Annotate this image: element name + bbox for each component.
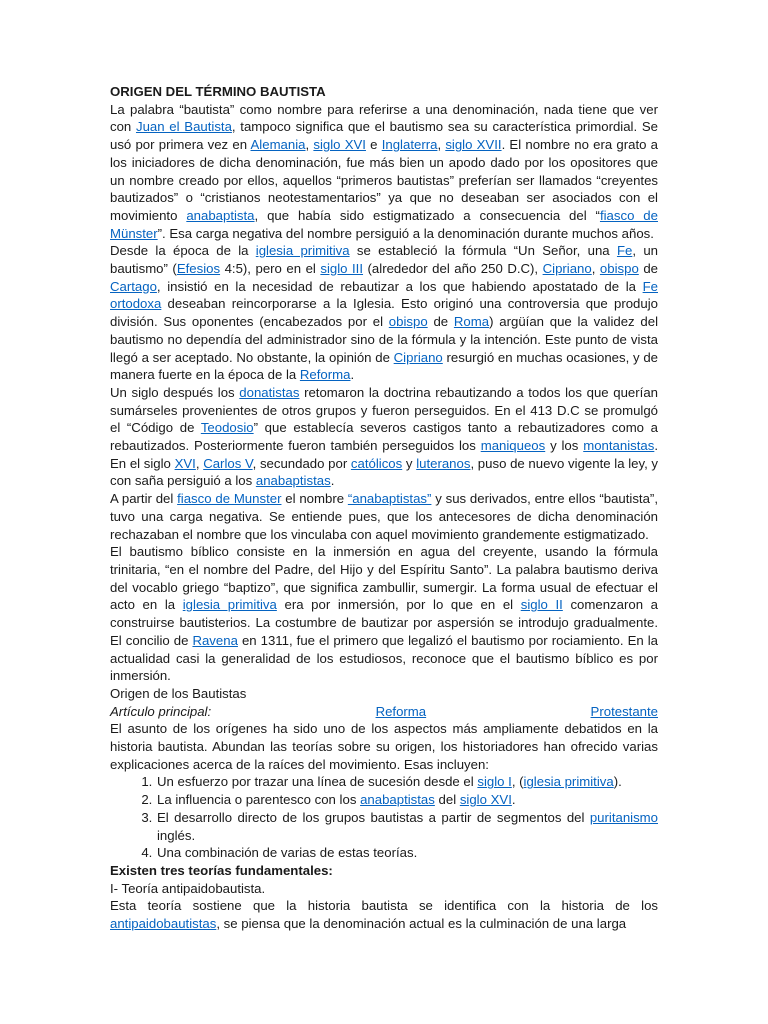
document-title: ORIGEN DEL TÉRMINO BAUTISTA [110, 84, 326, 99]
hyperlink[interactable]: Efesios [176, 261, 221, 277]
text-run: ” que establecía severos castigos tanto a rebautizadores como a rebautizados. Posteriormente fueron también perseguidos los [110, 420, 658, 454]
document-page [110, 83, 658, 933]
text-run: , [305, 137, 314, 153]
text-run: ”. Esa carga negativa del nombre persiguió a la denominación durante muchos años. [157, 225, 654, 241]
hyperlink[interactable]: montanistas [583, 438, 655, 454]
text-run: , puso de nuevo vigente la ley, y con saña persiguió a los [110, 455, 659, 489]
text-run: deseaban reincorporarse a la Iglesia. Esto originó una controversia que produjo división. Sus oponentes (encabezados por el [110, 296, 658, 330]
hyperlink[interactable]: Juan el Bautista [135, 119, 232, 135]
text-run: El asunto de los orígenes ha sido uno de los aspectos más ampliamente debatidos en la historia bautista. Abundan las teorías sobre su origen, los historiadores han ofrecido varias explicaciones acerca de la raíces del movimiento. Esas incluyen: [110, 721, 658, 772]
text-run: era por inmersión, por lo que en el [276, 597, 521, 613]
text-run: el nombre [281, 491, 348, 507]
list-item [156, 773, 658, 791]
hyperlink[interactable]: donatistas [239, 384, 300, 400]
text-run: Desde la época de la [110, 243, 256, 259]
text-run: comenzaron a construirse bautisterios. La costumbre de bautizar por aspersión se introdujo gradualmente. El concilio de [110, 597, 658, 648]
theory-heading: I- Teoría antipaidobautista. [110, 880, 266, 896]
hyperlink[interactable]: Cipriano [393, 349, 443, 365]
hyperlink[interactable]: siglo XVI [459, 792, 512, 808]
hyperlink[interactable]: siglo III [320, 261, 364, 277]
hyperlink[interactable]: católicos [350, 455, 403, 471]
text-run: retomaron la doctrina rebautizando a todos los que querían sumárseles provenientes de otros grupos y fueron perseguidos. En el 413 D.C se promulgó el “Código de [110, 384, 658, 436]
text-run: A partir del [110, 491, 178, 507]
hyperlink[interactable]: Carlos V [203, 455, 253, 471]
text-run: y sus derivados, entre ellos “bautista”, tuvo una carga negativa. Se entiende pues, que los antecesores de dicha denominación rechazaban el nombre que los vinculaba con aquel movimiento grandemente estigmatizado. [110, 491, 658, 542]
text-run: Esta teoría sostiene que la historia bautista se identifica con la historia de los [110, 898, 658, 914]
hyperlink[interactable]: siglo II [520, 597, 563, 613]
text-run: e [365, 137, 382, 153]
hyperlink[interactable]: siglo XVII [445, 137, 502, 153]
hyperlink[interactable]: Roma [453, 314, 490, 330]
text-run: , un bautismo” ( [110, 243, 658, 277]
hyperlink[interactable]: siglo I [477, 774, 512, 790]
theories-list [110, 773, 658, 862]
text-run: Una combinación de varias de estas teorías. [157, 845, 418, 861]
hyperlink[interactable]: maniqueos [480, 438, 546, 454]
hyperlink[interactable]: Ravena [192, 632, 238, 648]
text-run: inglés. [157, 827, 196, 843]
text-run: , [437, 137, 446, 153]
text-run: , [195, 455, 204, 471]
text-run: ). [613, 774, 622, 790]
hyperlink[interactable]: iglesia primitiva [255, 243, 350, 259]
text-run: La influencia o parentesco con los [157, 792, 361, 808]
list-item [156, 844, 658, 862]
hyperlink[interactable]: Fe [616, 243, 633, 259]
hyperlink[interactable]: fiasco de Münster [110, 207, 658, 241]
hyperlink[interactable]: Teodosio [200, 420, 254, 436]
paragraph [110, 543, 658, 685]
text-run: resurgió en muchas ocasiones, y de manera fuerte en la época de la [110, 349, 658, 383]
hyperlink[interactable]: Cartago [110, 278, 157, 294]
last-paragraph [110, 897, 658, 932]
text-run: y [402, 455, 417, 471]
hyperlink[interactable]: obispo [388, 314, 428, 330]
text-run: en 1311, fue el primero que legalizó el bautismo por rociamiento. En la actualidad casi la generalidad de los estudiosos, reconoce que el bautismo bíblico es por inmersión. [110, 632, 658, 684]
section-subheading: Origen de los Bautistas [110, 685, 247, 701]
hyperlink[interactable]: siglo XVI [313, 137, 366, 153]
list-item [156, 791, 658, 809]
text-run: . [511, 792, 516, 808]
hyperlink[interactable]: Alemania [250, 137, 306, 153]
hyperlink[interactable]: Inglaterra [381, 137, 438, 153]
text-run: Un siglo después los [110, 384, 240, 400]
hyperlink[interactable]: luteranos [416, 455, 471, 471]
text-run: El desarrollo directo de los grupos bautistas a partir de segmentos del [157, 809, 590, 825]
intro-paragraph [110, 720, 658, 773]
paragraph [110, 384, 658, 490]
body-paragraphs [110, 101, 658, 685]
hyperlink[interactable]: iglesia primitiva [182, 597, 277, 613]
hyperlink[interactable]: XVI [174, 455, 196, 471]
main-article-label: Artículo principal: [110, 703, 212, 719]
text-run: . [350, 367, 355, 383]
text-run: El bautismo bíblico consiste en la inmersión en agua del creyente, usando la fórmula trinitaria, “en el nombre del Padre, del Hijo y del Espíritu Santo”. La palabra bautismo deriva del vocablo griego “baptizo”, que significa zambullir, sumergir. La forma usual de efectuar el acto en la [110, 544, 658, 613]
paragraph [110, 490, 658, 543]
paragraph [110, 101, 658, 243]
text-run: . [330, 473, 335, 489]
hyperlink[interactable]: puritanismo [589, 809, 658, 825]
hyperlink[interactable]: anabaptista [186, 207, 255, 223]
text-run: ) argüían que la validez del bautismo no dependía del administrador sino de la fórmula y la intención. Este punto de vista llegó a ser aceptado. No obstante, la opinión de [110, 314, 659, 365]
bold-heading: Existen tres teorías fundamentales: [110, 862, 333, 878]
main-article-link-protestante[interactable]: Protestante [590, 703, 658, 719]
text-run: de [427, 314, 454, 330]
text-run: Un esfuerzo por trazar una línea de sucesión desde el [157, 774, 478, 790]
text-run: . En el siglo [110, 438, 658, 471]
hyperlink[interactable]: anabaptistas [360, 792, 435, 808]
hyperlink[interactable]: antipaidobautistas [110, 916, 217, 932]
text-run: , se piensa que la denominación actual es la culminación de una larga [216, 916, 627, 932]
hyperlink[interactable]: Fe [642, 278, 658, 294]
text-run: La palabra “bautista” como nombre para referirse a una denominación, nada tiene que ver con [110, 101, 658, 135]
hyperlink[interactable]: Cipriano [542, 261, 592, 277]
text-run: . El nombre no era grato a los iniciadores de dicha denominación, fue más bien un apodo dado por los opositores que un nombre creado por ellos, aquellos “primeros bautistas” preferían ser llamados “creyentes bautizados” o “cristianos neotestamentarios” ya que no deseaban ser asociados con el movimiento [110, 137, 659, 223]
hyperlink[interactable]: “anabaptistas” [347, 491, 432, 507]
text-run: , [591, 261, 600, 277]
text-run: se estableció la fórmula “Un Señor, una [349, 243, 617, 259]
text-run: y los [545, 438, 584, 454]
paragraph [110, 242, 658, 384]
hyperlink[interactable]: fiasco de Munster [177, 491, 282, 507]
list-item [156, 809, 658, 844]
hyperlink[interactable]: anabaptistas [255, 473, 331, 489]
text-run: (alrededor del año 250 D.C), [363, 261, 543, 277]
text-run: , ( [511, 774, 524, 790]
text-run: del [434, 792, 460, 808]
hyperlink[interactable]: obispo [599, 261, 639, 277]
text-run: de [638, 261, 658, 277]
text-run: , insistió en la necesidad de rebautizar a los que habiendo apostatado de la [156, 278, 643, 294]
text-run: , secundado por [252, 455, 351, 471]
hyperlink[interactable]: iglesia primitiva [523, 774, 614, 790]
text-run: , tampoco significa que el bautismo sea su característica primordial. Se usó por primera vez en [110, 119, 658, 153]
text-run: , que había sido estigmatizado a consecuencia del “ [254, 207, 600, 223]
main-article-line [110, 703, 658, 721]
main-article-link-reforma[interactable]: Reforma [375, 703, 427, 719]
hyperlink[interactable]: Reforma [299, 367, 351, 383]
text-run: 4:5), pero en el [220, 261, 321, 277]
hyperlink[interactable]: ortodoxa [110, 296, 162, 312]
